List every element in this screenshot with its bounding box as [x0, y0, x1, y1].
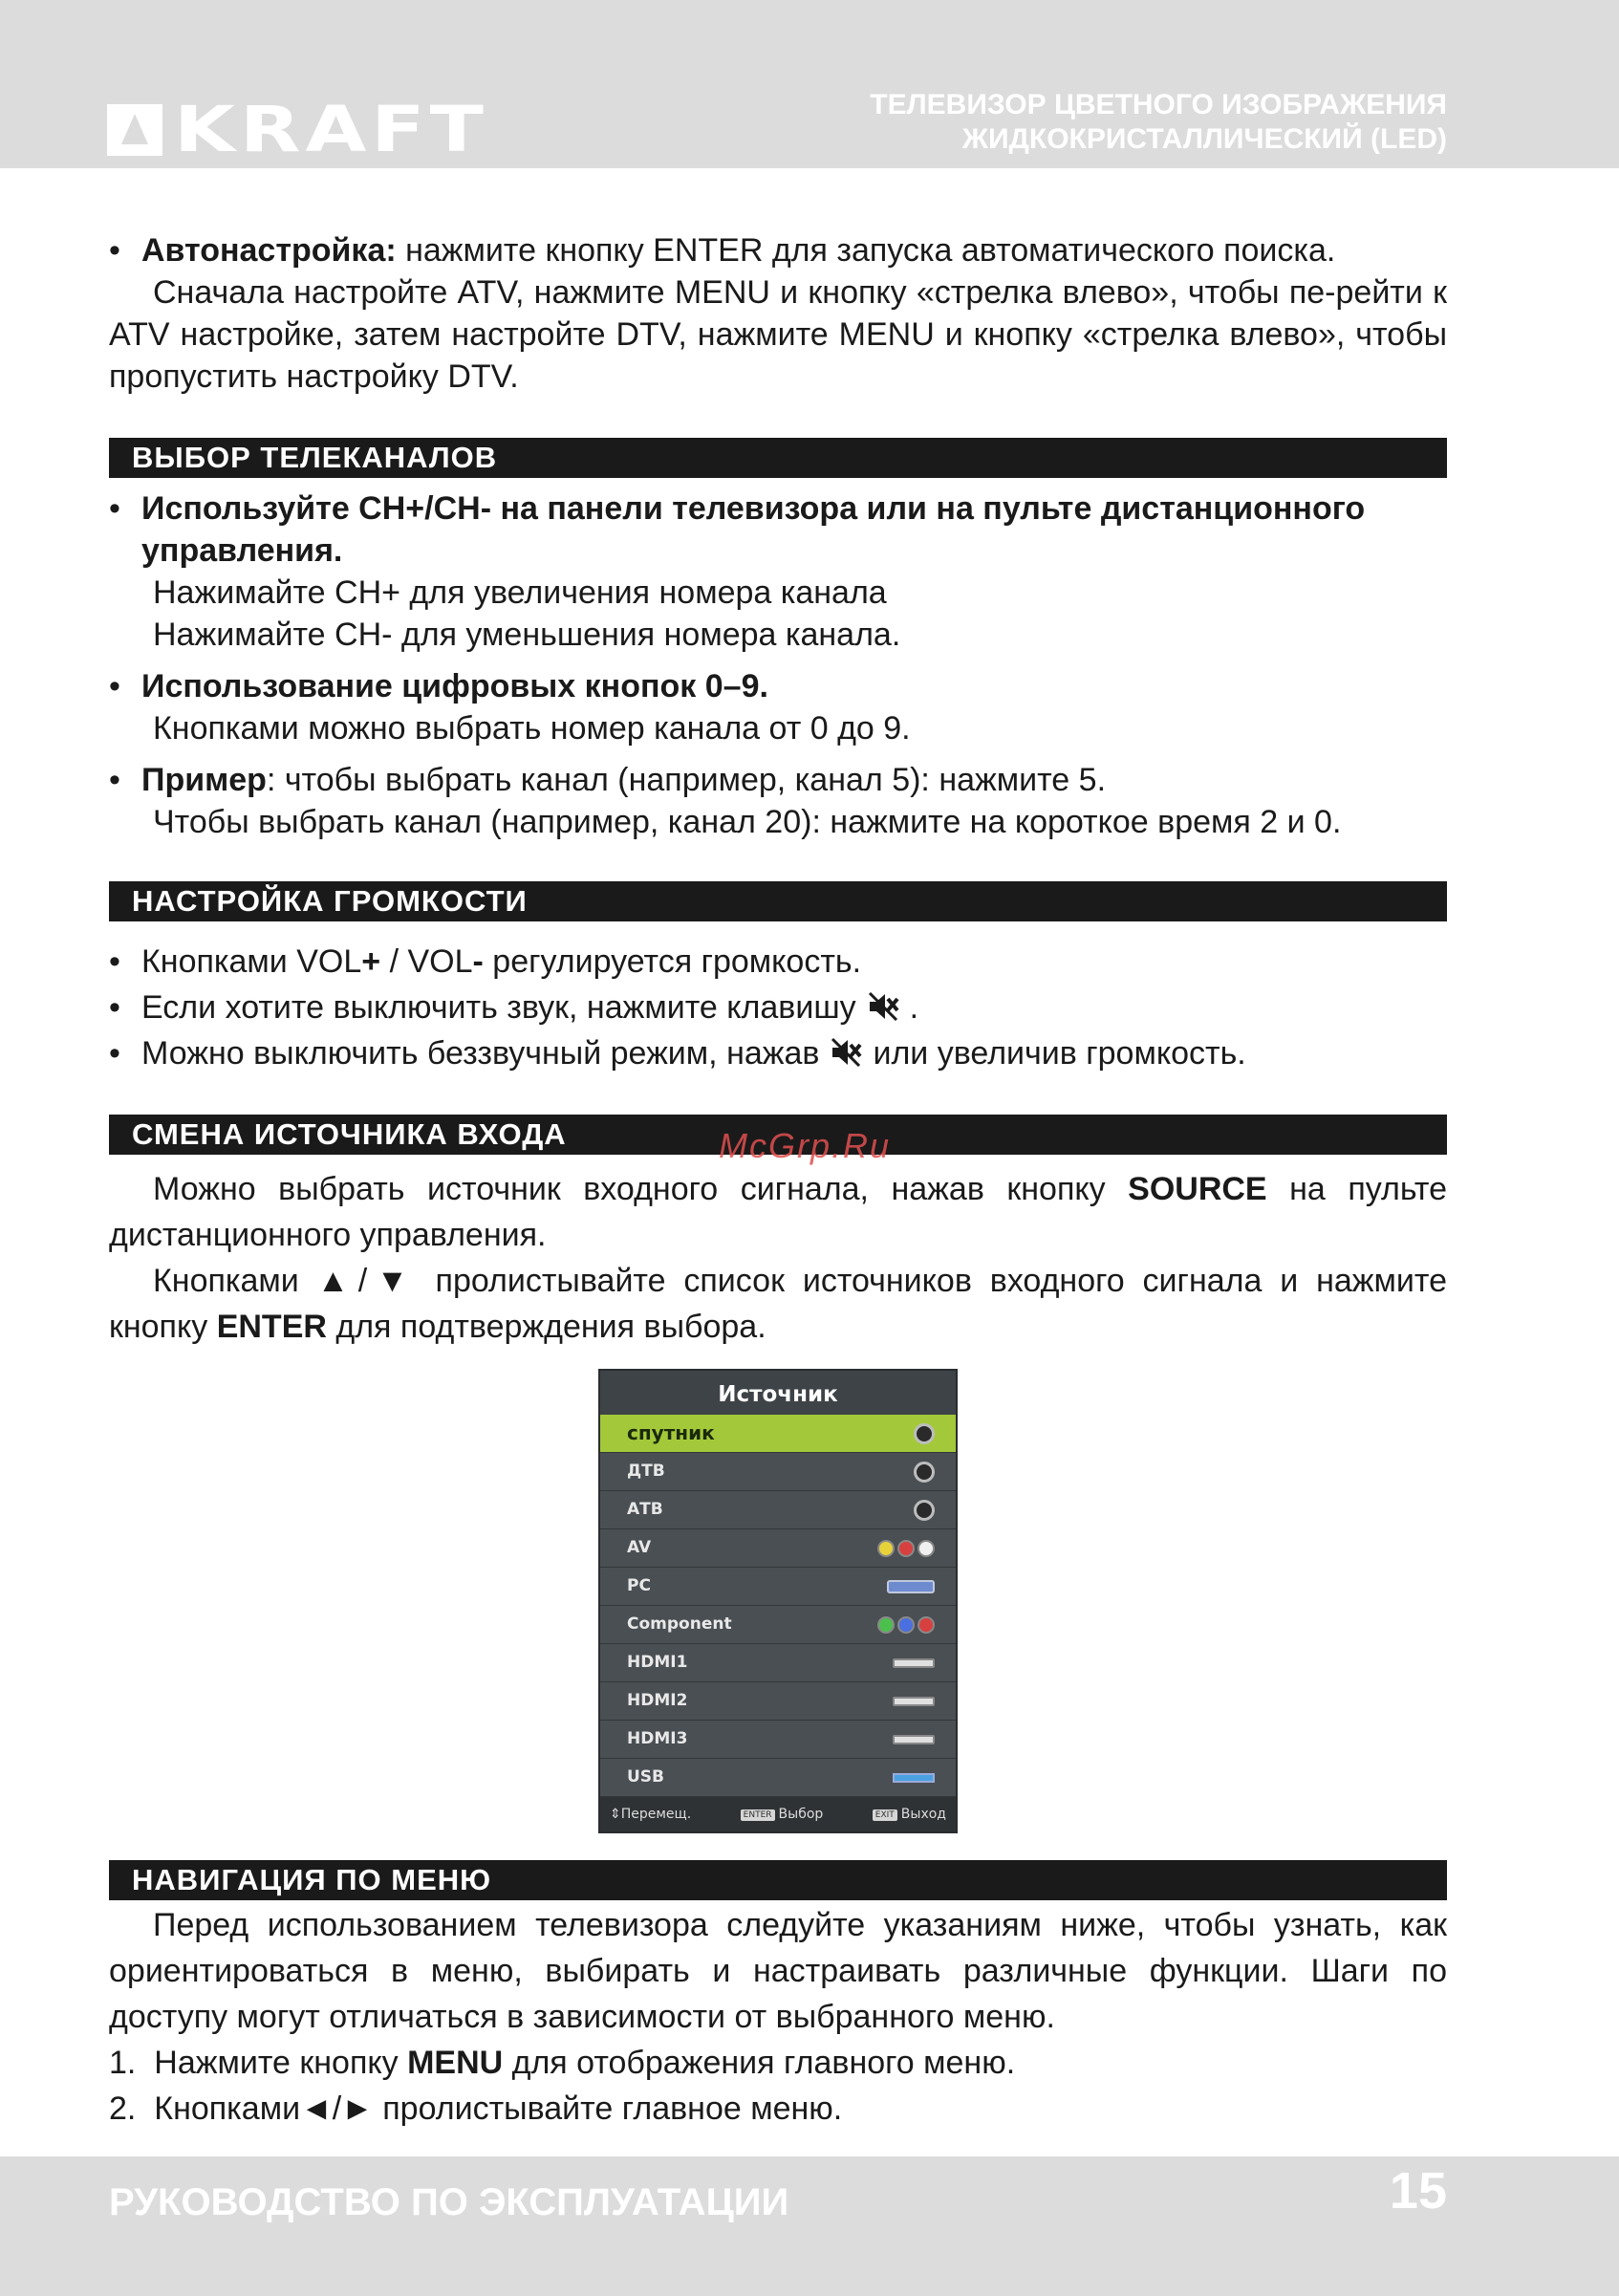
usb-icon [893, 1767, 935, 1788]
channels-b1-line2: Нажимайте CH- для уменьшения номера канала. [153, 617, 901, 653]
channels-b3-text: : чтобы выбрать канал (например, канал 5): нажмите 5. [266, 762, 1107, 798]
hdmi-icon [893, 1653, 935, 1674]
source-item-atv[interactable] [600, 1491, 956, 1529]
enter-key-icon: ENTER [741, 1809, 775, 1821]
brand-logo [107, 93, 488, 166]
source-item-label: ДТВ [627, 1462, 665, 1481]
vga-icon [887, 1576, 935, 1597]
source-item-satellite[interactable] [600, 1415, 956, 1453]
exit-key-icon: EXIT [873, 1809, 897, 1821]
section-title-nav: НАВИГАЦИЯ ПО МЕНЮ [109, 1860, 1447, 1900]
autotune-text1: нажмите кнопку ENTER для запуска автоматического поиска. [396, 232, 1336, 269]
footer-title: РУКОВОДСТВО ПО ЭКСПЛУАТАЦИИ [109, 2181, 789, 2223]
footer-move-hint: ⇕Перемещ. [610, 1807, 692, 1822]
nav-step-1-pre: Нажмите кнопку [154, 2045, 408, 2081]
channels-b3-line2: Чтобы выбрать канал (например, канал 20): нажмите на короткое время 2 и 0. [153, 804, 1342, 840]
source-menu-footer [600, 1797, 956, 1831]
source-item-label: спутник [627, 1421, 715, 1444]
autotune-section [109, 229, 1447, 398]
source-item-label: HDMI3 [627, 1729, 688, 1748]
hdmi-icon [893, 1691, 935, 1712]
channels-section [109, 487, 1447, 843]
watermark: McGrp.Ru [719, 1126, 892, 1165]
channels-b1-bold: Используйте CH+/CH- на панели телевизора или на пульте дистанционного управления. [141, 490, 1366, 569]
volume-b2-post: . [909, 989, 919, 1026]
header-title-line2: ЖИДКОКРИСТАЛЛИЧЕСКИЙ (LED) [961, 123, 1447, 155]
channels-b2-bold: Использование цифровых кнопок 0–9. [141, 668, 768, 704]
coax-icon [914, 1500, 935, 1521]
source-p1-pre: Можно выбрать источник входного сигнала, нажав кнопку [153, 1171, 1129, 1207]
page-number: 15 [1389, 2162, 1447, 2220]
source-section [109, 1166, 1447, 1350]
component-icon [877, 1614, 935, 1635]
nav-step-1-bold: MENU [407, 2045, 504, 2081]
page-header [0, 0, 1619, 168]
source-item-label: АТВ [627, 1500, 663, 1519]
footer-select-label: Выбор [778, 1807, 824, 1822]
volume-b2-pre: Если хотите выключить звук, нажмите клавишу [141, 989, 856, 1026]
source-item-label: AV [627, 1538, 652, 1557]
source-p1 [109, 1166, 1447, 1258]
logo-mark-icon [107, 104, 162, 156]
source-item-dtv[interactable] [600, 1453, 956, 1491]
section-title-channels: ВЫБОР ТЕЛЕКАНАЛОВ [109, 438, 1447, 478]
source-menu-screenshot [598, 1369, 958, 1833]
source-p1-bold: SOURCE [1128, 1171, 1267, 1207]
header-title-line1: ТЕЛЕВИЗОР ЦВЕТНОГО ИЗОБРАЖЕНИЯ [870, 89, 1447, 120]
source-item-label: PC [627, 1576, 651, 1595]
rca-icon [877, 1538, 935, 1559]
source-p2 [109, 1258, 1447, 1350]
volume-b3-post: или увеличив громкость. [873, 1035, 1246, 1072]
source-item-av[interactable] [600, 1529, 956, 1568]
page-footer [0, 2156, 1619, 2296]
coax-icon [914, 1423, 935, 1444]
source-p1-post: на пульте дистанционного управления. [109, 1171, 1447, 1253]
volume-b1-minus: - [472, 943, 484, 980]
volume-bullet-3 [109, 1030, 1447, 1076]
channels-b1-line1: Нажимайте CH+ для увеличения номера канала [153, 574, 887, 611]
autotune-label: Автонастройка: [141, 232, 397, 269]
source-p2-post: для подтверждения выбора. [326, 1309, 766, 1345]
autotune-text2: Сначала настройте ATV, нажмите MENU и кнопку «стрелка влево», чтобы пе-рейти к ATV настройке, затем настройте DTV, нажмите MENU и кнопку «стрелка влево», чтобы пропустить настройку DTV. [109, 274, 1447, 395]
nav-section [109, 1902, 1447, 2132]
source-p2-bold: ENTER [216, 1309, 327, 1345]
autotune-bullet [109, 229, 1447, 271]
nav-step-1-post: для отображения главного меню. [503, 2045, 1016, 2081]
source-item-hdmi1[interactable] [600, 1644, 956, 1682]
source-item-label: HDMI1 [627, 1653, 688, 1672]
nav-step-2-text: Кнопками◄/► пролистывайте главное меню. [154, 2090, 843, 2127]
volume-b1-post: регулируется громкость. [483, 943, 862, 980]
header-title [870, 88, 1447, 157]
source-menu-title: Источник [718, 1382, 838, 1407]
source-item-hdmi3[interactable] [600, 1721, 956, 1759]
source-p2-pre: Кнопками ▲/▼ пролистывайте список источников входного сигнала и нажмите кнопку [109, 1263, 1447, 1345]
source-item-label: Component [627, 1614, 732, 1634]
nav-p1: Перед использованием телевизора следуйте указаниям ниже, чтобы узнать, как ориентироваться в меню, выбирать и настраивать различные функции. Шаги по доступу могут отличаться в зависимости от выбранного меню. [109, 1907, 1447, 2035]
source-item-pc[interactable] [600, 1568, 956, 1606]
volume-bullet-2 [109, 985, 1447, 1030]
mute-icon [866, 989, 900, 1024]
volume-b1-pre: Кнопками VOL [141, 943, 362, 980]
source-item-usb[interactable] [600, 1759, 956, 1797]
channels-bullet-1 [109, 487, 1447, 572]
source-item-label: HDMI2 [627, 1691, 688, 1710]
channels-b3-bold: Пример [141, 762, 267, 798]
channels-b2-line1: Кнопками можно выбрать номер канала от 0 до 9. [153, 710, 911, 747]
brand-name: KRAFT [174, 93, 488, 166]
volume-b1-plus: + [361, 943, 381, 980]
footer-exit-hint [873, 1797, 946, 1831]
nav-step-2 [109, 2086, 1447, 2132]
footer-exit-label: Выход [900, 1807, 946, 1822]
source-item-component[interactable] [600, 1606, 956, 1644]
footer-select-hint [741, 1797, 824, 1831]
source-item-label: USB [627, 1767, 665, 1787]
volume-b3-pre: Можно выключить беззвучный режим, нажав [141, 1035, 820, 1072]
nav-step-2-num: 2. [109, 2090, 137, 2127]
mute-icon [829, 1035, 863, 1070]
nav-step-1-num: 1. [109, 2045, 137, 2081]
section-title-volume: НАСТРОЙКА ГРОМКОСТИ [109, 881, 1447, 921]
volume-b1-mid: / VOL [380, 943, 473, 980]
section-title-source: СМЕНА ИСТОЧНИКА ВХОДА [109, 1115, 1447, 1155]
volume-section [109, 939, 1447, 1076]
channels-bullet-2 [109, 665, 1447, 707]
channels-bullet-3 [109, 759, 1447, 801]
hdmi-icon [893, 1729, 935, 1750]
nav-step-1 [109, 2040, 1447, 2086]
volume-bullet-1 [109, 939, 1447, 985]
source-item-hdmi2[interactable] [600, 1682, 956, 1721]
coax-icon [914, 1462, 935, 1483]
